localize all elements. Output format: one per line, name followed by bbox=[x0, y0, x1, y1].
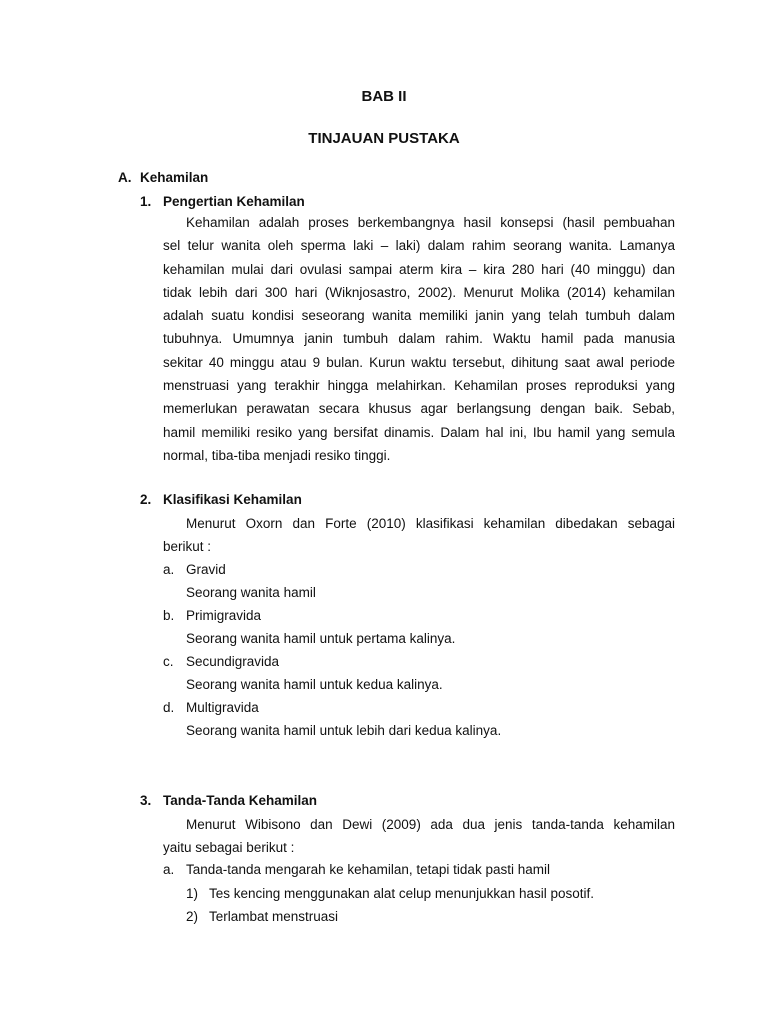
paragraph-line: Kehamilan adalah proses berkembangnya hasil konsepsi (hasil pembuahan bbox=[186, 215, 675, 230]
section-a-title: Kehamilan bbox=[140, 170, 209, 185]
paragraph-line: tidak lebih dari 300 hari (Wiknjosastro, 2002). Menurut Molika (2014) kehamilan bbox=[163, 284, 675, 300]
list-item-text: Tanda-tanda mengarah ke kehamilan, tetapi tidak pasti hamil bbox=[186, 862, 550, 877]
numbered-item-text: Tes kencing menggunakan alat celup menunjukkan hasil posotif. bbox=[209, 886, 594, 901]
paragraph-line: Menurut Wibisono dan Dewi (2009) ada dua jenis tanda-tanda kehamilan bbox=[186, 817, 675, 832]
chapter-heading: BAB II bbox=[361, 88, 407, 105]
numbered-item-marker: 2) bbox=[186, 909, 199, 924]
numbered-item-marker: 1) bbox=[186, 886, 199, 901]
sub2-paragraph bbox=[163, 512, 675, 559]
chapter-title: TINJAUAN PUSTAKA bbox=[308, 130, 460, 147]
paragraph-line: Menurut Oxorn dan Forte (2010) klasifikasi kehamilan dibedakan sebagai bbox=[186, 516, 675, 531]
paragraph-line: sel telur wanita oleh sperma laki – laki) dalam rahim seorang wanita. Lamanya bbox=[163, 238, 675, 254]
numbered-item-text: Terlambat menstruasi bbox=[209, 909, 339, 924]
sub2-marker: 2. bbox=[140, 492, 152, 507]
paragraph-line: menstruasi yang terakhir hingga melahirkan. Kehamilan proses reproduksi yang bbox=[163, 378, 675, 394]
sub2-title: Klasifikasi Kehamilan bbox=[163, 492, 302, 507]
list-item-term: Primigravida bbox=[186, 608, 262, 623]
list-item-desc: Seorang wanita hamil untuk kedua kalinya. bbox=[186, 677, 443, 692]
sub1-marker: 1. bbox=[140, 194, 152, 209]
list-item-term: Multigravida bbox=[186, 700, 259, 715]
sub3-marker: 3. bbox=[140, 793, 152, 808]
paragraph-line: normal, tiba-tiba menjadi resiko tinggi. bbox=[163, 447, 391, 463]
list-item-desc: Seorang wanita hamil untuk pertama kalinya. bbox=[186, 631, 456, 646]
paragraph-line: kehamilan mulai dari ovulasi sampai aterm kira – kira 280 hari (40 minggu) dan bbox=[163, 261, 675, 277]
sub3-paragraph bbox=[163, 813, 675, 860]
list-item-marker: d. bbox=[163, 700, 175, 715]
paragraph-line: adalah suatu kondisi seseorang wanita memiliki janin yang telah tumbuh dalam bbox=[163, 308, 675, 324]
paragraph-line: berikut : bbox=[163, 539, 212, 555]
sub1-paragraph bbox=[163, 211, 675, 467]
section-a-marker: A. bbox=[118, 170, 132, 185]
list-item-marker: a. bbox=[163, 562, 175, 577]
list-item-marker: b. bbox=[163, 608, 175, 623]
paragraph-line: hamil memiliki resiko yang bersifat dinamis. Dalam hal ini, Ibu hamil yang semula bbox=[163, 424, 675, 440]
paragraph-line: tubuhnya. Umumnya janin tumbuh dalam rahim. Waktu hamil pada manusia bbox=[163, 331, 675, 347]
list-item-desc: Seorang wanita hamil untuk lebih dari kedua kalinya. bbox=[186, 723, 502, 738]
list-item-term: Secundigravida bbox=[186, 654, 280, 669]
list-item-marker: c. bbox=[163, 654, 174, 669]
sub3-title: Tanda-Tanda Kehamilan bbox=[163, 793, 318, 808]
list-item-marker: a. bbox=[163, 862, 175, 877]
list-item-term: Gravid bbox=[186, 562, 226, 577]
paragraph-line: sekitar 40 minggu atau 9 bulan. Kurun waktu tersebut, dihitung saat awal periode bbox=[163, 354, 675, 370]
list-item-desc: Seorang wanita hamil bbox=[186, 585, 316, 600]
sub1-title: Pengertian Kehamilan bbox=[163, 194, 305, 209]
paragraph-line: memerlukan perawatan secara khusus agar berlangsung dengan baik. Sebab, bbox=[163, 401, 675, 417]
paragraph-line: yaitu sebagai berikut : bbox=[163, 840, 295, 856]
